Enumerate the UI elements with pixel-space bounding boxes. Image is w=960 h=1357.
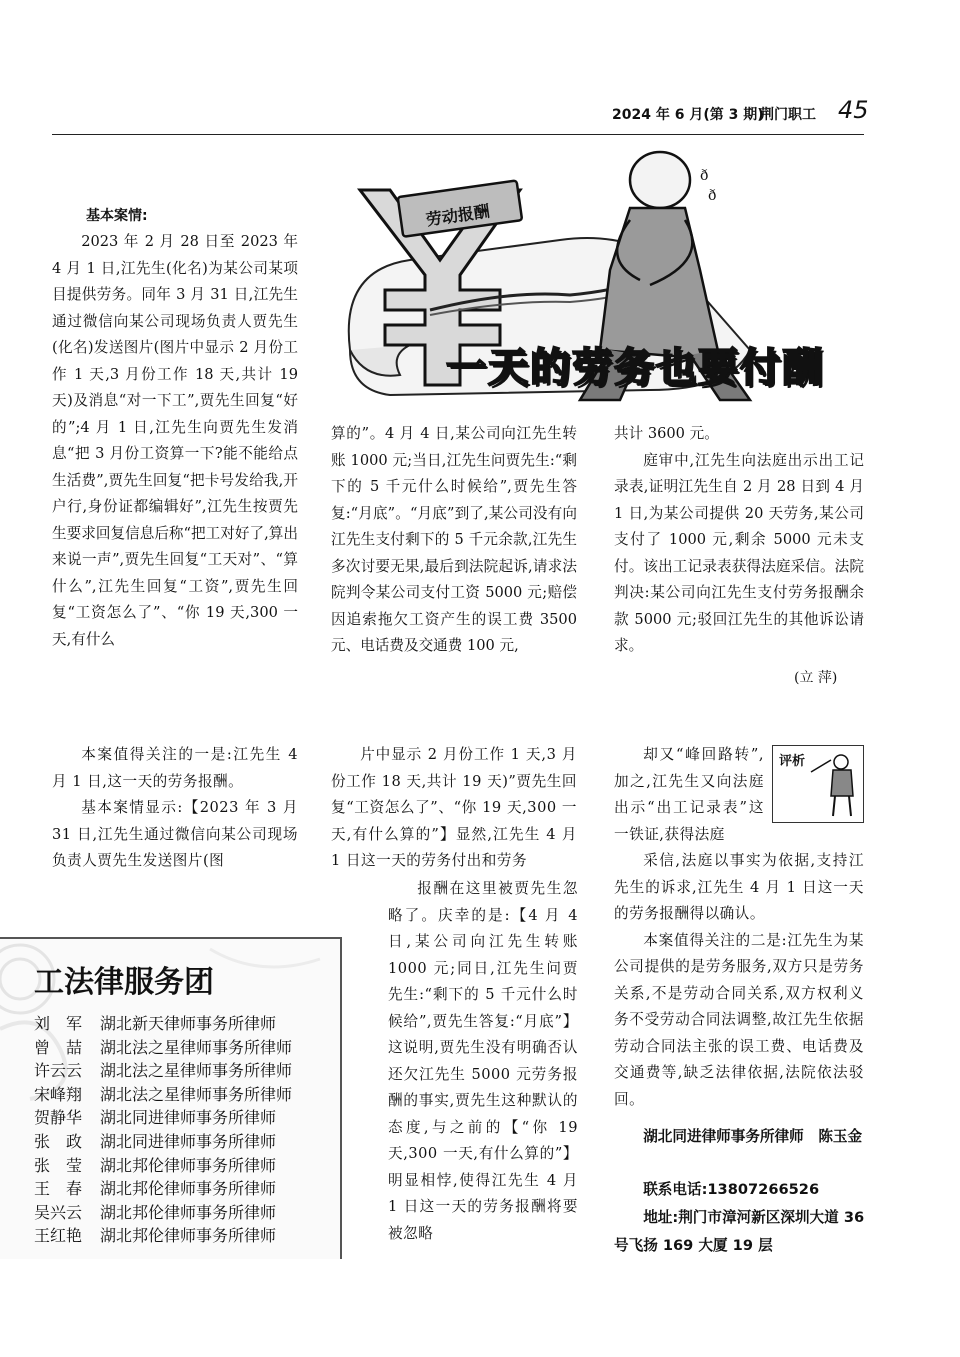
team-member (34, 1154, 292, 1178)
legal-team-box (0, 937, 342, 1259)
article-paragraph: 共计 3600 元。 (614, 425, 719, 442)
magazine-name: 荆门职工 (760, 107, 816, 123)
team-member (34, 1130, 292, 1154)
member-name: 张 莹 (34, 1155, 83, 1175)
legal-team-list (34, 1012, 292, 1248)
page-number: 45 (838, 96, 869, 124)
commentary-paragraph: 本案值得关注的二是:江先生为某公司提供的是劳务服务,双方只是劳务关系,不是劳动合同关系,双方权利义务不受劳动合同法调整,故江先生依据劳动合同法主张的误工费、电话费及交通费等,缺乏法律依据,法院依法驳回。 (614, 931, 864, 1108)
commentary-badge-box (772, 745, 864, 823)
legal-team-title: 工法律服务团 (34, 965, 214, 1000)
commentary-badge: 评析 (779, 754, 806, 769)
commentary-column-3-top (614, 742, 764, 848)
lawyer-address: 地址:荆门市漳河新区深圳大道 36 号飞扬 169 大厦 19 层 (614, 1209, 865, 1254)
issue-date: 2024 年 6 月(第 3 期) (612, 107, 764, 123)
member-firm: 湖北同进律师事务所律师 (100, 1131, 277, 1151)
team-member (34, 1012, 292, 1036)
header-rule (52, 134, 864, 135)
commentary-paragraph: 采信,法庭以事实为依据,支持江先生的诉求,江先生 4 月 1 日这一天的劳务报酬得以确认。 (614, 852, 864, 922)
sign-text: 劳动报酬 (424, 201, 491, 230)
commentary-column-2-bottom (388, 876, 578, 1247)
member-firm: 湖北同进律师事务所律师 (100, 1108, 277, 1128)
team-member (34, 1106, 292, 1130)
commentary-paragraph: 本案值得关注的一是:江先生 4 月 1 日,这一天的劳务报酬。 (52, 746, 298, 790)
article-column-1 (52, 229, 298, 653)
member-name: 刘 军 (34, 1014, 83, 1033)
member-name: 张 政 (34, 1131, 83, 1151)
commentary-paragraph: 基本案情显示:【2023 年 3 月 31 日,江先生通过微信向某公司现场负责人贾先生发送图片(图 (52, 799, 298, 869)
svg-text:ð: ð (700, 168, 709, 184)
article-paragraph: 算的”。4 月 4 日,某公司向江先生转账 1000 元;当日,江先生问贾先生:“剩下的 5 千元什么时候给”,贾先生答复:“月底”。“月底”到了,某公司没有向江先生支付剩下的 5 千元余款,江先生多次讨要无果,最后到法院起诉,请求法院判令某公司支付工资 5000 元;赔偿因追索拖欠工资产生的误工费 3500 元、电话费及交通费 100 元, (331, 425, 577, 654)
team-member (34, 1083, 292, 1107)
member-firm: 湖北邦伦律师事务所律师 (100, 1226, 277, 1246)
member-name: 宋峰翔 (34, 1084, 83, 1104)
member-name: 王 春 (34, 1179, 83, 1199)
article-author: (立 萍) (794, 670, 838, 686)
commentary-paragraph: 片中显示 2 月份工作 1 天,3 月份工作 18 天,共计 19 天)”贾先生回复“工资怎么了”、“你 19 天,300 一天,有什么算的”】显然,江先生 4 月 1 日这一天的劳务付出和劳务 (331, 746, 577, 869)
article-column-2 (331, 421, 577, 660)
member-firm: 湖北邦伦律师事务所律师 (100, 1155, 277, 1175)
member-firm: 湖北邦伦律师事务所律师 (100, 1179, 277, 1199)
member-firm: 湖北法之星律师事务所律师 (100, 1061, 293, 1081)
team-member (34, 1059, 292, 1083)
commentary-paragraph: 报酬在这里被贾先生忽略了。庆幸的是:【4 月 4 日,某公司向江先生转账 1000 元;同日,江先生问贾先生:“剩下的 5 千元什么时候给”,贾先生答复:“月底”】这说明,贾先生没有明确否认还欠江先生 5000 元劳务报酬的事实,贾先生这种默认的态度,与之前的【“你 19 天,300 一天,有什么算的”】明显相悖,使得江先生 4 月 1 日这一天的劳务报酬将要被忽略 (388, 880, 578, 1242)
team-member (34, 1036, 292, 1060)
member-name: 曾 喆 (34, 1037, 83, 1057)
commentary-paragraph: 却又“峰回路转”,加之,江先生又向法庭出示“出工记录表”这一铁证,获得法庭 (614, 746, 764, 843)
section-heading: 基本案情: (86, 208, 148, 224)
commentary-column-1 (52, 742, 298, 875)
pointer-figure-icon (809, 752, 859, 818)
member-name: 贺静华 (34, 1108, 83, 1128)
member-firm: 湖北邦伦律师事务所律师 (100, 1202, 277, 1222)
svg-text:ð: ð (708, 188, 717, 204)
member-firm: 湖北法之星律师事务所律师 (100, 1084, 293, 1104)
commentary-column-2-top (331, 742, 577, 875)
member-name: 王红艳 (34, 1226, 83, 1246)
team-member (34, 1224, 292, 1248)
article-paragraph: 2023 年 2 月 28 日至 2023 年 4 月 1 日,江先生(化名)为某公司某项目提供劳务。同年 3 月 31 日,江先生通过微信向某公司现场负责人贾先生(化名)发送图片(图片中显示 2 月份工作 1 天,3 月份工作 18 天,共计 19 天)及消息“对一下工”,贾先生回复“好的”;4 月 1 日,江先生向贾先生发消息“把 3 月份工资算一下?能不能给点生活费”,贾先生回复“把卡号发给我,开户行,身份证都编辑好”,江先生按贾先生要求回复信息后称“把工对好了,算出来说一声”,贾先生回复“工天对”、“算什么”,江先生回复“工资”,贾先生回复“工资怎么了”、“你 19 天,300 一天,有什么 (52, 233, 298, 648)
lawyer-phone: 联系电话:13807266526 (643, 1181, 820, 1198)
article-column-3 (614, 421, 864, 660)
member-name: 吴兴云 (34, 1202, 83, 1222)
team-member (34, 1177, 292, 1201)
team-member (34, 1201, 292, 1225)
commentary-column-3-rest (614, 848, 864, 1113)
article-paragraph: 庭审中,江先生向法庭出示出工记录表,证明江先生自 2 月 28 日到 4 月 1 日,为某公司提供 20 天劳务,某公司支付了 1000 元,剩余 5000 元未支付。该出工记录表获得法庭采信。法院判决:某公司向江先生支付劳务报酬余款 5000 元;驳回江先生的其他诉讼请求。 (614, 451, 864, 654)
illustration-title: 一天的劳务也要付酬 (446, 345, 824, 391)
member-firm: 湖北法之星律师事务所律师 (100, 1037, 293, 1057)
member-name: 许云云 (34, 1061, 83, 1081)
member-firm: 湖北新天律师事务所律师 (100, 1014, 277, 1033)
lawyer-name: 湖北同进律师事务所律师 陈玉金 (643, 1128, 863, 1145)
illustration (330, 150, 864, 412)
